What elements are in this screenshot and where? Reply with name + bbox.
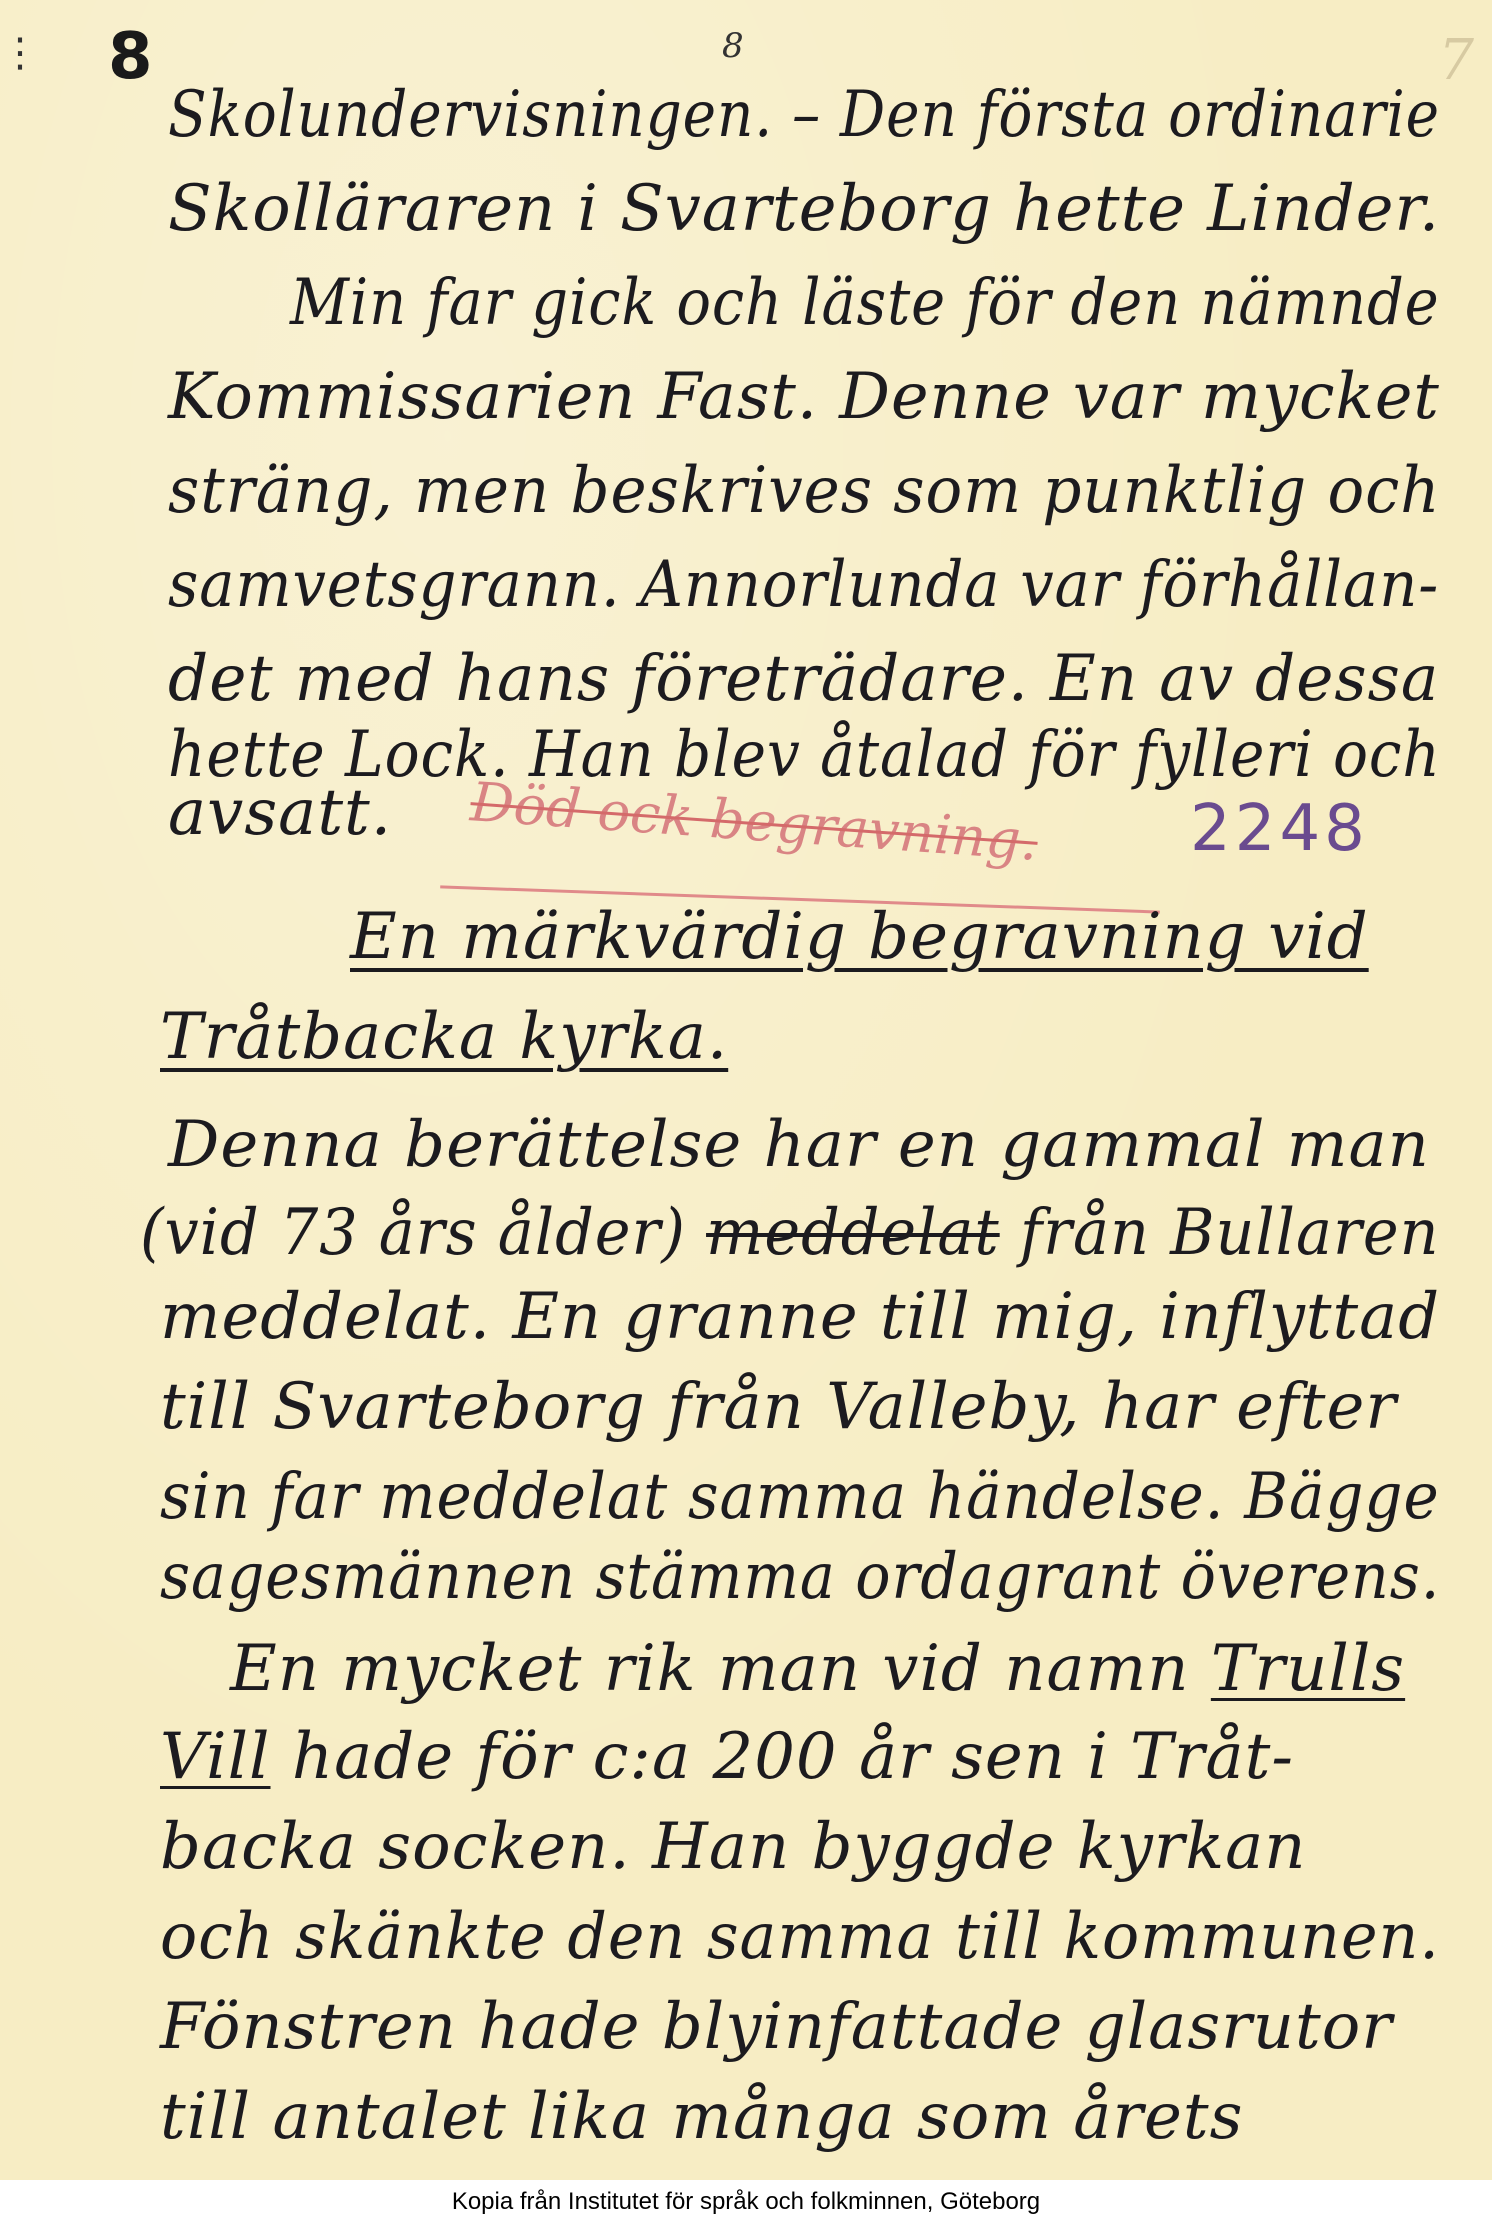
edge-marks: ⋮ (0, 30, 40, 76)
text-line-7: det med hans företrädare. En av dessa (168, 642, 1440, 716)
name-vill: Vill (160, 1720, 271, 1794)
text-line-8: hette Lock. Han blev åtalad för fylleri och (168, 718, 1441, 792)
text-line-4: Kommissarien Fast. Denne var mycket (168, 360, 1440, 434)
text-line-16-start: En mycket rik man vid namn (230, 1632, 1190, 1706)
red-pencil-note: Död ock begravning. (468, 770, 1040, 873)
text-line-3: Min far gick och läste för den nämnde (290, 266, 1440, 340)
page-number: 8 (108, 20, 153, 94)
text-line-9: avsatt. (168, 776, 393, 850)
struck-word: meddelat (706, 1196, 1000, 1270)
name-trulls: Trulls (1210, 1632, 1406, 1706)
text-line-17-end: hade för c:a 200 år sen i Tråt- (291, 1720, 1294, 1794)
text-line-11-end: från Bullaren (1019, 1196, 1440, 1270)
text-line-20: Fönstren hade blyinfattade glasrutor (160, 1990, 1393, 2064)
text-line-16 (230, 1632, 1405, 1706)
text-line-6: samvetsgrann. Annorlunda var förhållan- (168, 548, 1440, 622)
text-line-5: sträng, men beskrives som punktlig och (168, 454, 1441, 528)
text-line-13: till Svarteborg från Valleby, har efter (160, 1370, 1397, 1444)
text-line-14: sin far meddelat samma händelse. Bägge (160, 1460, 1440, 1534)
text-line-21: till antalet lika många som årets (160, 2080, 1244, 2154)
text-line-18: backa socken. Han byggde kyrkan (160, 1810, 1307, 1884)
text-line-19: och skänkte den samma till kommunen. (160, 1900, 1440, 1974)
text-line-1: Skolundervisningen. – Den första ordinarie (168, 78, 1440, 152)
text-line-2: Skolläraren i Svarteborg hette Linder. (168, 172, 1441, 246)
text-line-10: Denna berättelse har en gammal man (168, 1108, 1430, 1182)
page-number-pencil: 8 (722, 26, 744, 66)
text-line-17 (160, 1720, 1294, 1794)
section-heading-line-2: Tråtbacka kyrka. (160, 1000, 729, 1074)
text-line-12: meddelat. En granne till mig, inflyttad (160, 1280, 1441, 1354)
archive-footer: Kopia från Institutet för språk och folkminnen, Göteborg (451, 2188, 1041, 2215)
bleed-through-number: 7 (1438, 28, 1474, 93)
text-line-11 (140, 1196, 1439, 1270)
section-heading-line-1: En märkvärdig begravning vid (350, 900, 1369, 974)
age-note: (vid 73 års ålder) (140, 1196, 686, 1270)
text-line-15: sagesmännen stämma ordagrant överens. (160, 1540, 1441, 1614)
archive-stamp: 2248 (1190, 792, 1369, 866)
